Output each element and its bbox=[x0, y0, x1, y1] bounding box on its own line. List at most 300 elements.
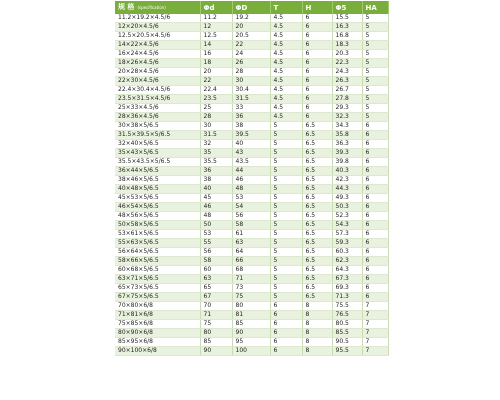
table-row bbox=[115, 176, 388, 185]
cell-outer-diameter: 90 bbox=[232, 329, 270, 338]
cell-inner-diameter: 22.4 bbox=[200, 86, 232, 95]
cell-outer-diameter: 31.5 bbox=[232, 95, 270, 104]
cell-ha: 7 bbox=[362, 311, 388, 320]
cell-spec: 31.5×39.5×5/6.5 bbox=[115, 131, 200, 140]
cell-ha: 5 bbox=[362, 41, 388, 50]
cell-phi5: 67.3 bbox=[332, 275, 362, 284]
cell-ha: 6 bbox=[362, 266, 388, 275]
cell-h: 8 bbox=[302, 302, 332, 311]
cell-outer-diameter: 24 bbox=[232, 50, 270, 59]
cell-inner-diameter: 18 bbox=[200, 59, 232, 68]
cell-spec: 36×44×5/6.5 bbox=[115, 167, 200, 176]
table-row bbox=[115, 347, 388, 356]
cell-phi5: 76.5 bbox=[332, 311, 362, 320]
cell-t: 5 bbox=[270, 140, 302, 149]
table-row bbox=[115, 239, 388, 248]
cell-outer-diameter: 48 bbox=[232, 185, 270, 194]
cell-h: 6 bbox=[302, 68, 332, 77]
cell-outer-diameter: 75 bbox=[232, 293, 270, 302]
cell-phi5: 50.3 bbox=[332, 203, 362, 212]
cell-phi5: 64.3 bbox=[332, 266, 362, 275]
table-row bbox=[115, 248, 388, 257]
table-row bbox=[115, 68, 388, 77]
cell-h: 6 bbox=[302, 50, 332, 59]
cell-inner-diameter: 90 bbox=[200, 347, 232, 356]
cell-ha: 6 bbox=[362, 203, 388, 212]
cell-h: 6.5 bbox=[302, 185, 332, 194]
cell-outer-diameter: 44 bbox=[232, 167, 270, 176]
cell-ha: 6 bbox=[362, 212, 388, 221]
cell-phi5: 22.3 bbox=[332, 59, 362, 68]
header-h: H bbox=[302, 1, 332, 14]
cell-spec: 71×81×6/8 bbox=[115, 311, 200, 320]
cell-spec: 28×36×4.5/6 bbox=[115, 113, 200, 122]
cell-ha: 5 bbox=[362, 50, 388, 59]
cell-inner-diameter: 40 bbox=[200, 185, 232, 194]
table-row bbox=[115, 338, 388, 347]
cell-t: 4.5 bbox=[270, 41, 302, 50]
cell-ha: 5 bbox=[362, 23, 388, 32]
header-ha: HA bbox=[362, 1, 388, 14]
cell-h: 6 bbox=[302, 113, 332, 122]
cell-spec: 16×24×4.5/6 bbox=[115, 50, 200, 59]
cell-t: 5 bbox=[270, 158, 302, 167]
cell-ha: 6 bbox=[362, 275, 388, 284]
cell-inner-diameter: 16 bbox=[200, 50, 232, 59]
cell-ha: 5 bbox=[362, 59, 388, 68]
cell-inner-diameter: 31.5 bbox=[200, 131, 232, 140]
table-row bbox=[115, 185, 388, 194]
cell-phi5: 90.5 bbox=[332, 338, 362, 347]
table-header-row bbox=[115, 1, 388, 14]
cell-inner-diameter: 56 bbox=[200, 248, 232, 257]
cell-h: 6.5 bbox=[302, 275, 332, 284]
cell-t: 5 bbox=[270, 131, 302, 140]
cell-phi5: 16.3 bbox=[332, 23, 362, 32]
cell-inner-diameter: 32 bbox=[200, 140, 232, 149]
cell-h: 8 bbox=[302, 320, 332, 329]
cell-spec: 67×75×5/6.5 bbox=[115, 293, 200, 302]
cell-phi5: 57.3 bbox=[332, 230, 362, 239]
cell-inner-diameter: 67 bbox=[200, 293, 232, 302]
cell-ha: 7 bbox=[362, 329, 388, 338]
cell-h: 8 bbox=[302, 338, 332, 347]
cell-t: 6 bbox=[270, 302, 302, 311]
cell-ha: 5 bbox=[362, 14, 388, 23]
cell-spec: 53×61×5/6.5 bbox=[115, 230, 200, 239]
cell-t: 4.5 bbox=[270, 50, 302, 59]
table-row bbox=[115, 77, 388, 86]
cell-phi5: 36.3 bbox=[332, 140, 362, 149]
cell-h: 6.5 bbox=[302, 176, 332, 185]
cell-t: 4.5 bbox=[270, 23, 302, 32]
cell-h: 6.5 bbox=[302, 167, 332, 176]
cell-ha: 6 bbox=[362, 167, 388, 176]
cell-inner-diameter: 50 bbox=[200, 221, 232, 230]
cell-inner-diameter: 28 bbox=[200, 113, 232, 122]
table-row bbox=[115, 329, 388, 338]
cell-outer-diameter: 54 bbox=[232, 203, 270, 212]
header-outer-diameter: ΦD bbox=[232, 1, 270, 14]
cell-phi5: 27.8 bbox=[332, 95, 362, 104]
cell-outer-diameter: 95 bbox=[232, 338, 270, 347]
table-row bbox=[115, 95, 388, 104]
table-row bbox=[115, 59, 388, 68]
table-row bbox=[115, 311, 388, 320]
cell-inner-diameter: 70 bbox=[200, 302, 232, 311]
cell-inner-diameter: 71 bbox=[200, 311, 232, 320]
header-spec-sub: (specification) bbox=[137, 5, 166, 10]
cell-t: 5 bbox=[270, 194, 302, 203]
cell-phi5: 42.3 bbox=[332, 176, 362, 185]
cell-ha: 6 bbox=[362, 158, 388, 167]
cell-spec: 25×33×4.5/6 bbox=[115, 104, 200, 113]
cell-t: 5 bbox=[270, 230, 302, 239]
cell-h: 6 bbox=[302, 32, 332, 41]
cell-t: 5 bbox=[270, 239, 302, 248]
cell-h: 6 bbox=[302, 59, 332, 68]
cell-t: 5 bbox=[270, 185, 302, 194]
cell-t: 4.5 bbox=[270, 77, 302, 86]
cell-h: 6 bbox=[302, 14, 332, 23]
cell-spec: 22.4×30.4×4.5/6 bbox=[115, 86, 200, 95]
cell-h: 6.5 bbox=[302, 122, 332, 131]
cell-ha: 6 bbox=[362, 293, 388, 302]
table-row bbox=[115, 194, 388, 203]
cell-h: 6.5 bbox=[302, 257, 332, 266]
cell-h: 6.5 bbox=[302, 158, 332, 167]
cell-inner-diameter: 36 bbox=[200, 167, 232, 176]
cell-outer-diameter: 22 bbox=[232, 41, 270, 50]
cell-ha: 6 bbox=[362, 257, 388, 266]
cell-h: 6.5 bbox=[302, 212, 332, 221]
cell-inner-diameter: 75 bbox=[200, 320, 232, 329]
table-row bbox=[115, 32, 388, 41]
cell-ha: 7 bbox=[362, 338, 388, 347]
cell-ha: 6 bbox=[362, 149, 388, 158]
cell-spec: 80×90×6/8 bbox=[115, 329, 200, 338]
cell-phi5: 18.3 bbox=[332, 41, 362, 50]
cell-h: 6.5 bbox=[302, 248, 332, 257]
cell-spec: 23.5×31.5×4.5/6 bbox=[115, 95, 200, 104]
table-row bbox=[115, 50, 388, 59]
cell-outer-diameter: 56 bbox=[232, 212, 270, 221]
cell-t: 4.5 bbox=[270, 59, 302, 68]
cell-spec: 70×80×6/8 bbox=[115, 302, 200, 311]
table-body bbox=[115, 14, 388, 356]
table-row bbox=[115, 293, 388, 302]
cell-spec: 22×30×4.5/6 bbox=[115, 77, 200, 86]
cell-ha: 6 bbox=[362, 140, 388, 149]
cell-h: 6.5 bbox=[302, 149, 332, 158]
cell-outer-diameter: 20.5 bbox=[232, 32, 270, 41]
cell-outer-diameter: 46 bbox=[232, 176, 270, 185]
cell-inner-diameter: 48 bbox=[200, 212, 232, 221]
cell-h: 8 bbox=[302, 347, 332, 356]
cell-phi5: 40.3 bbox=[332, 167, 362, 176]
cell-outer-diameter: 66 bbox=[232, 257, 270, 266]
cell-t: 5 bbox=[270, 275, 302, 284]
cell-spec: 63×71×5/6.5 bbox=[115, 275, 200, 284]
header-spec-label: 规 格 bbox=[118, 3, 135, 11]
cell-inner-diameter: 58 bbox=[200, 257, 232, 266]
cell-t: 6 bbox=[270, 338, 302, 347]
cell-ha: 7 bbox=[362, 347, 388, 356]
header-phi5: Φ5 bbox=[332, 1, 362, 14]
cell-spec: 18×26×4.5/6 bbox=[115, 59, 200, 68]
cell-t: 5 bbox=[270, 284, 302, 293]
table-row bbox=[115, 23, 388, 32]
cell-outer-diameter: 36 bbox=[232, 113, 270, 122]
cell-phi5: 16.8 bbox=[332, 32, 362, 41]
table-row bbox=[115, 284, 388, 293]
cell-phi5: 69.3 bbox=[332, 284, 362, 293]
cell-outer-diameter: 33 bbox=[232, 104, 270, 113]
cell-outer-diameter: 81 bbox=[232, 311, 270, 320]
cell-phi5: 26.7 bbox=[332, 86, 362, 95]
cell-outer-diameter: 58 bbox=[232, 221, 270, 230]
cell-h: 6.5 bbox=[302, 284, 332, 293]
cell-spec: 48×56×5/6.5 bbox=[115, 212, 200, 221]
table-row bbox=[115, 104, 388, 113]
table-row bbox=[115, 86, 388, 95]
cell-inner-diameter: 23.5 bbox=[200, 95, 232, 104]
cell-ha: 6 bbox=[362, 221, 388, 230]
cell-outer-diameter: 19.2 bbox=[232, 14, 270, 23]
cell-spec: 60×68×5/6.5 bbox=[115, 266, 200, 275]
cell-spec: 35.5×43.5×5/6.5 bbox=[115, 158, 200, 167]
cell-outer-diameter: 68 bbox=[232, 266, 270, 275]
table-row bbox=[115, 131, 388, 140]
cell-h: 6.5 bbox=[302, 239, 332, 248]
cell-t: 5 bbox=[270, 167, 302, 176]
cell-spec: 55×63×5/6.5 bbox=[115, 239, 200, 248]
cell-outer-diameter: 71 bbox=[232, 275, 270, 284]
cell-inner-diameter: 46 bbox=[200, 203, 232, 212]
cell-outer-diameter: 40 bbox=[232, 140, 270, 149]
cell-phi5: 60.3 bbox=[332, 248, 362, 257]
table-row bbox=[115, 212, 388, 221]
cell-inner-diameter: 45 bbox=[200, 194, 232, 203]
cell-outer-diameter: 100 bbox=[232, 347, 270, 356]
cell-t: 6 bbox=[270, 347, 302, 356]
cell-outer-diameter: 26 bbox=[232, 59, 270, 68]
cell-h: 6.5 bbox=[302, 203, 332, 212]
cell-ha: 5 bbox=[362, 95, 388, 104]
cell-t: 5 bbox=[270, 176, 302, 185]
cell-phi5: 24.3 bbox=[332, 68, 362, 77]
cell-t: 4.5 bbox=[270, 14, 302, 23]
cell-phi5: 95.5 bbox=[332, 347, 362, 356]
cell-h: 6 bbox=[302, 86, 332, 95]
cell-spec: 12.5×20.5×4.5/6 bbox=[115, 32, 200, 41]
cell-ha: 5 bbox=[362, 68, 388, 77]
cell-spec: 32×40×5/6.5 bbox=[115, 140, 200, 149]
cell-spec: 50×58×5/6.5 bbox=[115, 221, 200, 230]
cell-h: 6.5 bbox=[302, 140, 332, 149]
table-row bbox=[115, 14, 388, 23]
cell-phi5: 32.3 bbox=[332, 113, 362, 122]
cell-t: 5 bbox=[270, 221, 302, 230]
table-row bbox=[115, 230, 388, 239]
cell-spec: 40×48×5/6.5 bbox=[115, 185, 200, 194]
cell-outer-diameter: 28 bbox=[232, 68, 270, 77]
cell-spec: 30×38×5/6.5 bbox=[115, 122, 200, 131]
cell-phi5: 54.3 bbox=[332, 221, 362, 230]
table-row bbox=[115, 257, 388, 266]
cell-h: 6.5 bbox=[302, 293, 332, 302]
cell-t: 4.5 bbox=[270, 32, 302, 41]
cell-phi5: 80.5 bbox=[332, 320, 362, 329]
cell-h: 6 bbox=[302, 104, 332, 113]
cell-h: 6.5 bbox=[302, 221, 332, 230]
cell-t: 5 bbox=[270, 293, 302, 302]
cell-outer-diameter: 85 bbox=[232, 320, 270, 329]
cell-phi5: 71.3 bbox=[332, 293, 362, 302]
table-row bbox=[115, 41, 388, 50]
cell-outer-diameter: 30.4 bbox=[232, 86, 270, 95]
cell-h: 6.5 bbox=[302, 266, 332, 275]
cell-phi5: 34.3 bbox=[332, 122, 362, 131]
cell-ha: 6 bbox=[362, 122, 388, 131]
cell-inner-diameter: 53 bbox=[200, 230, 232, 239]
cell-inner-diameter: 60 bbox=[200, 266, 232, 275]
cell-ha: 7 bbox=[362, 320, 388, 329]
cell-outer-diameter: 38 bbox=[232, 122, 270, 131]
cell-ha: 5 bbox=[362, 104, 388, 113]
cell-outer-diameter: 53 bbox=[232, 194, 270, 203]
cell-spec: 38×46×5/6.5 bbox=[115, 176, 200, 185]
cell-t: 4.5 bbox=[270, 95, 302, 104]
cell-phi5: 20.3 bbox=[332, 50, 362, 59]
cell-outer-diameter: 43 bbox=[232, 149, 270, 158]
cell-spec: 58×66×5/6.5 bbox=[115, 257, 200, 266]
cell-h: 8 bbox=[302, 329, 332, 338]
cell-inner-diameter: 12.5 bbox=[200, 32, 232, 41]
table-row bbox=[115, 302, 388, 311]
header-inner-diameter: Φd bbox=[200, 1, 232, 14]
cell-inner-diameter: 25 bbox=[200, 104, 232, 113]
cell-spec: 20×28×4.5/6 bbox=[115, 68, 200, 77]
cell-h: 6 bbox=[302, 77, 332, 86]
cell-inner-diameter: 14 bbox=[200, 41, 232, 50]
cell-t: 4.5 bbox=[270, 113, 302, 122]
table-row bbox=[115, 203, 388, 212]
cell-ha: 6 bbox=[362, 131, 388, 140]
cell-inner-diameter: 12 bbox=[200, 23, 232, 32]
cell-spec: 85×95×6/8 bbox=[115, 338, 200, 347]
cell-phi5: 62.3 bbox=[332, 257, 362, 266]
cell-spec: 12×20×4.5/6 bbox=[115, 23, 200, 32]
table-row bbox=[115, 122, 388, 131]
cell-inner-diameter: 30 bbox=[200, 122, 232, 131]
cell-h: 6.5 bbox=[302, 131, 332, 140]
cell-spec: 65×73×5/6.5 bbox=[115, 284, 200, 293]
table-row bbox=[115, 221, 388, 230]
cell-inner-diameter: 55 bbox=[200, 239, 232, 248]
header-spec bbox=[115, 1, 200, 14]
cell-ha: 5 bbox=[362, 32, 388, 41]
table-row bbox=[115, 158, 388, 167]
cell-phi5: 35.8 bbox=[332, 131, 362, 140]
cell-inner-diameter: 85 bbox=[200, 338, 232, 347]
cell-inner-diameter: 35 bbox=[200, 149, 232, 158]
cell-spec: 14×22×4.5/6 bbox=[115, 41, 200, 50]
cell-outer-diameter: 39.5 bbox=[232, 131, 270, 140]
cell-outer-diameter: 63 bbox=[232, 239, 270, 248]
table-row bbox=[115, 167, 388, 176]
cell-ha: 6 bbox=[362, 284, 388, 293]
cell-outer-diameter: 20 bbox=[232, 23, 270, 32]
cell-phi5: 26.3 bbox=[332, 77, 362, 86]
cell-ha: 6 bbox=[362, 194, 388, 203]
cell-ha: 6 bbox=[362, 248, 388, 257]
cell-t: 4.5 bbox=[270, 68, 302, 77]
cell-ha: 6 bbox=[362, 239, 388, 248]
cell-t: 5 bbox=[270, 203, 302, 212]
cell-ha: 5 bbox=[362, 77, 388, 86]
cell-phi5: 39.3 bbox=[332, 149, 362, 158]
cell-inner-diameter: 65 bbox=[200, 284, 232, 293]
cell-outer-diameter: 43.5 bbox=[232, 158, 270, 167]
cell-t: 5 bbox=[270, 266, 302, 275]
cell-h: 6 bbox=[302, 23, 332, 32]
cell-outer-diameter: 30 bbox=[232, 77, 270, 86]
cell-phi5: 44.3 bbox=[332, 185, 362, 194]
cell-phi5: 29.3 bbox=[332, 104, 362, 113]
cell-h: 6 bbox=[302, 95, 332, 104]
table-row bbox=[115, 266, 388, 275]
cell-spec: 11.2×19.2×4.5/6 bbox=[115, 14, 200, 23]
cell-ha: 6 bbox=[362, 176, 388, 185]
cell-ha: 5 bbox=[362, 86, 388, 95]
cell-h: 6.5 bbox=[302, 194, 332, 203]
cell-t: 5 bbox=[270, 212, 302, 221]
cell-t: 5 bbox=[270, 122, 302, 131]
cell-t: 6 bbox=[270, 320, 302, 329]
table-row bbox=[115, 275, 388, 284]
cell-ha: 6 bbox=[362, 230, 388, 239]
cell-outer-diameter: 64 bbox=[232, 248, 270, 257]
cell-spec: 75×85×6/8 bbox=[115, 320, 200, 329]
cell-outer-diameter: 80 bbox=[232, 302, 270, 311]
cell-t: 5 bbox=[270, 149, 302, 158]
cell-phi5: 15.5 bbox=[332, 14, 362, 23]
cell-h: 8 bbox=[302, 311, 332, 320]
cell-spec: 35×43×5/6.5 bbox=[115, 149, 200, 158]
table-row bbox=[115, 113, 388, 122]
cell-h: 6 bbox=[302, 41, 332, 50]
cell-spec: 46×54×5/6.5 bbox=[115, 203, 200, 212]
cell-spec: 90×100×6/8 bbox=[115, 347, 200, 356]
cell-inner-diameter: 38 bbox=[200, 176, 232, 185]
cell-spec: 56×64×5/6.5 bbox=[115, 248, 200, 257]
spec-table-container bbox=[115, 1, 388, 356]
specification-table bbox=[115, 1, 389, 356]
cell-t: 5 bbox=[270, 248, 302, 257]
cell-ha: 6 bbox=[362, 185, 388, 194]
cell-phi5: 52.3 bbox=[332, 212, 362, 221]
cell-t: 6 bbox=[270, 329, 302, 338]
header-t: T bbox=[270, 1, 302, 14]
cell-h: 6.5 bbox=[302, 230, 332, 239]
cell-phi5: 75.5 bbox=[332, 302, 362, 311]
cell-t: 4.5 bbox=[270, 86, 302, 95]
cell-inner-diameter: 63 bbox=[200, 275, 232, 284]
cell-inner-diameter: 35.5 bbox=[200, 158, 232, 167]
cell-ha: 7 bbox=[362, 302, 388, 311]
cell-inner-diameter: 80 bbox=[200, 329, 232, 338]
